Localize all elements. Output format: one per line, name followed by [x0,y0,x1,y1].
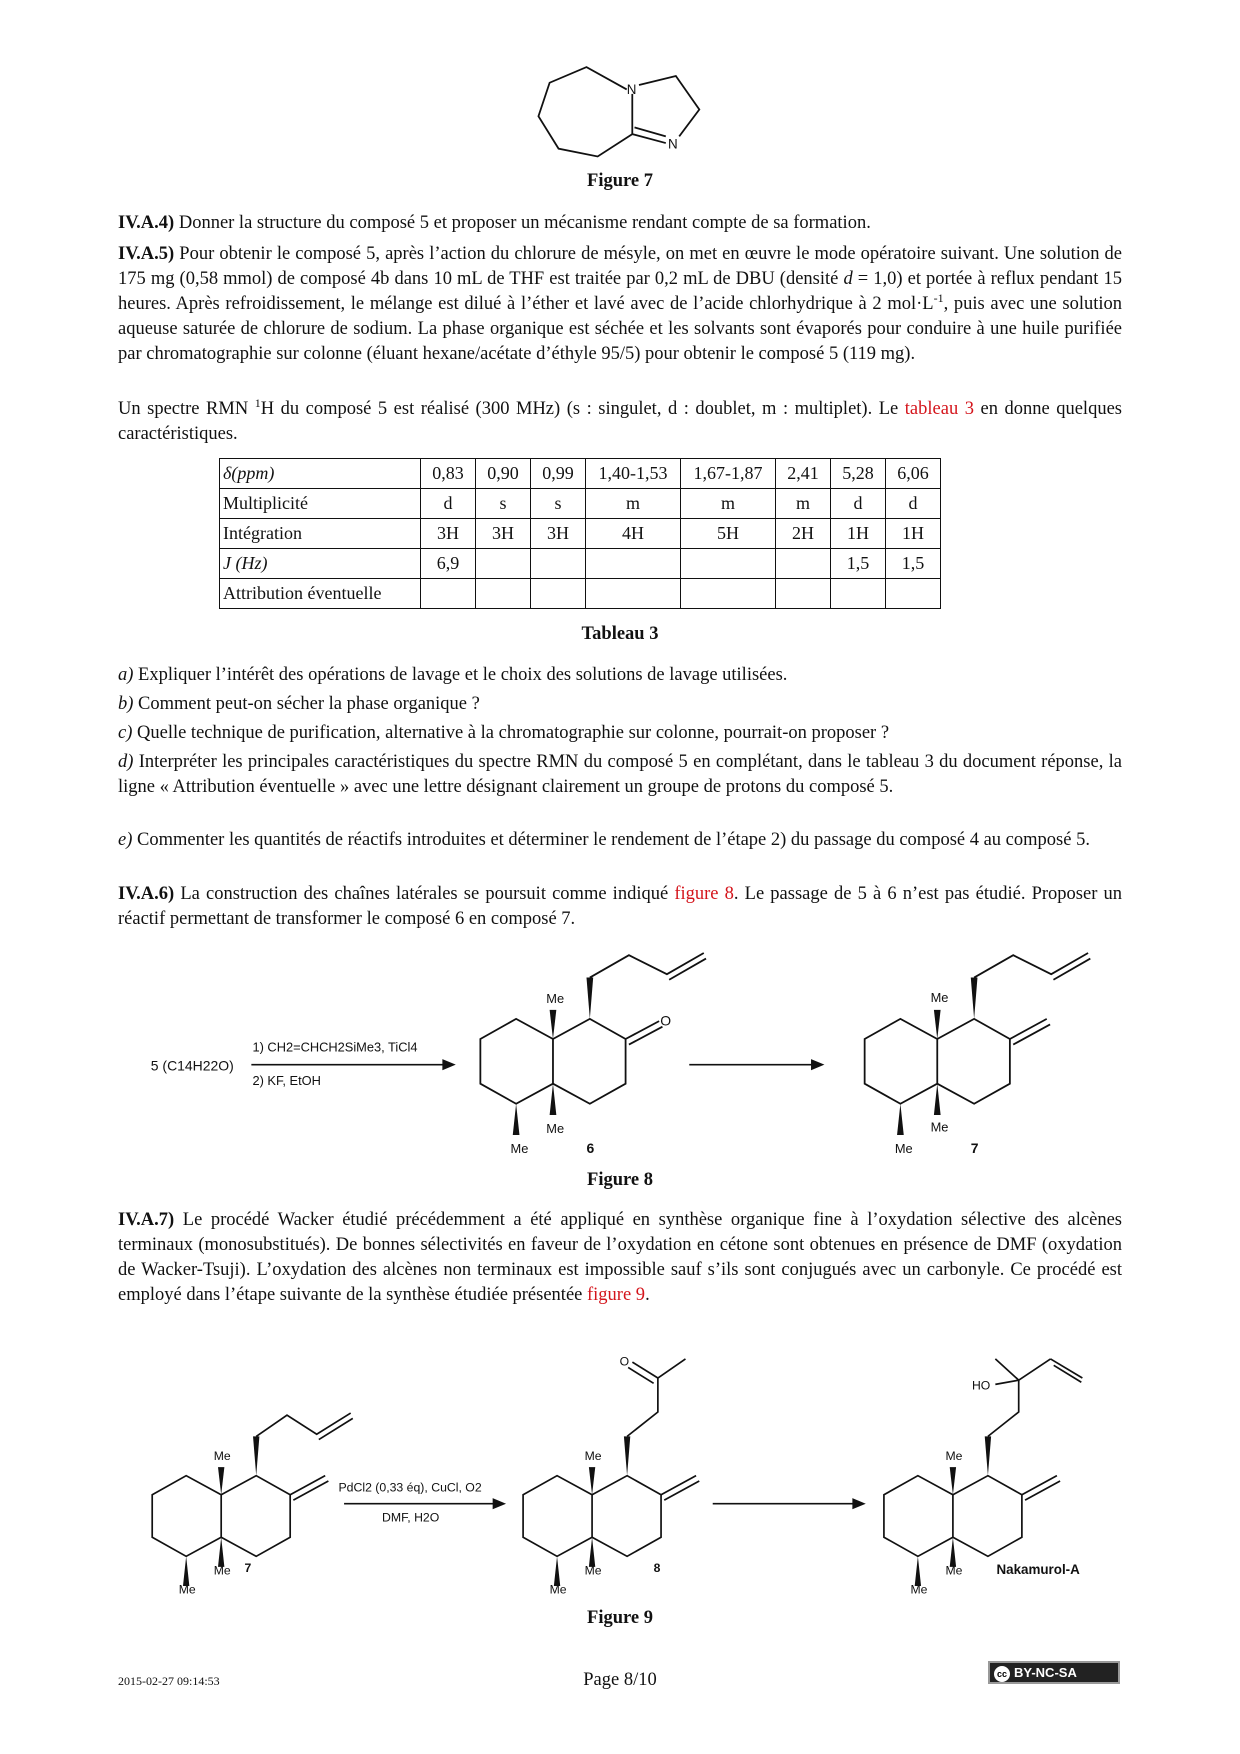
table-cell: 0,99 [531,459,586,489]
question-iv-a-6 [118,882,1122,932]
figure-8-scheme [151,953,1090,1156]
table-cell [886,579,941,609]
arrow-head [493,1498,506,1509]
subquestion-b [118,692,1122,717]
compound-nakamurol-a [884,1359,1082,1597]
table-cell: d [886,489,941,519]
methyl-label: Me [910,1582,928,1597]
question-iv-a-4 [118,211,1122,236]
table-cell [476,549,531,579]
question-text: Pour obtenir le composé 5, après l’action du chlorure de mésyle, on met en œuvre le mode opératoire suivant. Une solution de 175 mg (0,58 mmol) de composé 4b dans 10 mL de THF est traitée par 0,2 mL de DBU (densité [118,244,1122,289]
hydroxyl-label: HO [972,1378,991,1393]
table-cell: 2,41 [776,459,831,489]
subquestion-text: Quelle technique de purification, alternative à la chromatographie sur colonne, pourrait-on proposer ? [132,723,890,743]
table-cell: 3H [476,519,531,549]
subquestion-label: a) [118,665,134,685]
subquestion-a [118,663,1122,688]
table-cell: s [531,489,586,519]
methyl-label: Me [945,1563,963,1578]
arrow-head [811,1059,824,1070]
superscript: 1 [254,395,261,410]
figure-8-caption: Figure 8 [587,1170,653,1190]
table-row [220,519,941,549]
table-cell [586,579,681,609]
methyl-label: Me [213,1563,231,1578]
nmr-intro [118,397,1122,447]
table-cell: 2H [776,519,831,549]
methyl-label: Me [584,1563,602,1578]
table-cell [476,579,531,609]
question-text: = 1,0) et portée à reflux pendant 15 heures. Après refroidissement, le mélange est dilué à l’éther et lavé avec de l’acide chlorhydrique à 2 mol·L [118,269,1122,314]
table-cell: 1,40-1,53 [586,459,681,489]
table-cell [421,579,476,609]
question-text: . [645,1285,650,1305]
compound-label-8: 8 [653,1561,661,1576]
row-header: Intégration [220,519,421,549]
table-cell: 1,5 [831,549,886,579]
methyl-label: Me [510,1140,529,1156]
link-tableau-3[interactable]: tableau 3 [904,399,974,419]
page-number: Page 8/10 [583,1670,657,1690]
table-row [220,489,941,519]
table-row [220,549,941,579]
question-iv-a-5 [118,242,1122,367]
reagent-step-1: 1) CH2=CHCH2SiMe3, TiCl4 [252,1039,418,1055]
methyl-label: Me [546,991,565,1007]
reagent-step-2: 2) KF, EtOH [252,1072,321,1088]
table-cell: 4H [586,519,681,549]
row-header: Multiplicité [220,489,421,519]
subquestion-label: e) [118,830,133,850]
compound-label-nakamurol: Nakamurol-A [996,1562,1080,1578]
subquestion-text: Interpréter les principales caractéristiques du spectre RMN du composé 5 en complétant, dans le tableau 3 du document réponse, la ligne « Attribution éventuelle » avec une lettre désignant clairement un groupe de protons du composé 5. [118,752,1122,797]
nmr-table [219,458,941,609]
table-cell: 6,06 [886,459,941,489]
table-3-caption: Tableau 3 [581,624,659,644]
density-symbol: d [843,269,853,289]
question-text: Le procédé Wacker étudié précédemment a été appliqué en synthèse organique fine à l’oxydation sélective des alcènes terminaux (monosubstitués). De bonnes sélectivités en faveur de l’oxydation en cétone sont obtenues en présence de DMF (oxydation de Wacker-Tsuji). L’oxydation des alcènes non terminaux est impossible sauf s’ils sont conjugués avec un carbonyle. Ce procédé est employé dans l’étape suivante de la synthèse étudiée présentée [118,1210,1122,1305]
subquestion-d [118,750,1122,800]
figure-9-caption: Figure 9 [587,1608,653,1628]
compound-6 [480,953,706,1156]
reactant-5: 5 (C14H22O) [150,1057,234,1074]
table-cell: 0,83 [421,459,476,489]
question-label: IV.A.7) [118,1210,175,1230]
table-cell: 5H [681,519,776,549]
atom-n: N [668,136,678,152]
table-cell: d [421,489,476,519]
atom-o: O [660,1012,672,1029]
methyl-label: Me [894,1140,913,1156]
table-cell: 1,5 [886,549,941,579]
compound-label-7: 7 [244,1561,252,1576]
license-badge[interactable] [988,1661,1120,1684]
table-cell [776,549,831,579]
table-cell: d [831,489,886,519]
compound-8 [523,1354,699,1596]
superscript: -1 [933,290,944,305]
reagent-line-2: DMF, H2O [382,1510,440,1525]
question-text: , puis avec une solution aqueuse saturée de chlorure de sodium. La phase organique est séchée et les solvants sont évaporés pour conduire à une huile purifiée par chromatographie sur colonne (éluant hexane/acétate d’éthyle 95/5) pour obtenir le composé 5 (119 mg). [118,294,1122,364]
table-cell [681,549,776,579]
subquestion-label: b) [118,694,134,714]
subquestion-label: d) [118,752,134,772]
subquestion-label: c) [118,723,133,743]
cc-icon: cc [994,1666,1010,1682]
table-cell [586,549,681,579]
timestamp: 2015-02-27 09:14:53 [118,1674,220,1688]
figure-7-dbu-structure [538,67,699,156]
table-cell: 0,90 [476,459,531,489]
table-cell: s [476,489,531,519]
methyl-label: Me [546,1120,565,1136]
methyl-label: Me [930,1119,949,1135]
atom-o: O [619,1354,630,1369]
subquestion-c [118,721,1122,746]
arrow-head [442,1059,455,1070]
table-cell: 6,9 [421,549,476,579]
table-cell [681,579,776,609]
table-row [220,579,941,609]
table-cell: 3H [421,519,476,549]
compound-label-6: 6 [586,1139,595,1156]
text: Un spectre RMN [118,399,255,419]
question-iv-a-7 [118,1208,1122,1308]
subquestion-text: Comment peut-on sécher la phase organique ? [133,694,480,714]
row-header: δ(ppm) [220,459,421,489]
figure-9-scheme [152,1354,1082,1596]
license-text: BY-NC-SA [1014,1665,1077,1680]
link-figure-8[interactable]: figure 8 [674,884,734,904]
table-row [220,459,941,489]
compound-label-7: 7 [970,1139,979,1156]
methyl-label: Me [930,990,949,1006]
compound-7 [865,953,1091,1156]
subquestion-text: Expliquer l’intérêt des opérations de lavage et le choix des solutions de lavage utilisées. [133,665,788,685]
question-label: IV.A.6) [118,884,175,904]
question-text: Donner la structure du composé 5 et proposer un mécanisme rendant compte de sa formation. [174,213,871,233]
atom-n: N [626,81,637,97]
question-text: . Le passage de 5 à 6 n’est pas étudié. Proposer un réactif permettant de transformer le composé 6 en composé 7. [118,884,1122,929]
question-label: IV.A.5) [118,244,175,264]
link-figure-9[interactable]: figure 9 [587,1285,646,1305]
table-cell: 3H [531,519,586,549]
methyl-label: Me [178,1582,196,1597]
question-text: La construction des chaînes latérales se poursuit comme indiqué [174,884,675,904]
table-cell: m [681,489,776,519]
methyl-label: Me [584,1448,602,1463]
methyl-label: Me [549,1582,567,1597]
table-cell [776,579,831,609]
table-cell: 1H [886,519,941,549]
text: H du composé 5 est réalisé (300 MHz) (s : singulet, d : doublet, m : multiplet). Le [260,399,905,419]
table-cell [531,549,586,579]
table-cell [531,579,586,609]
methyl-label: Me [213,1448,231,1463]
table-cell: 1H [831,519,886,549]
arrow-head [852,1498,865,1509]
figure-7-caption: Figure 7 [587,171,653,191]
table-cell [831,579,886,609]
compound-7 [152,1413,353,1596]
table-cell: m [586,489,681,519]
row-header: Attribution éventuelle [220,579,421,609]
methyl-label: Me [945,1448,963,1463]
table-cell: 5,28 [831,459,886,489]
row-header: J (Hz) [220,549,421,579]
subquestion-text: Commenter les quantités de réactifs introduites et déterminer le rendement de l’étape 2) du passage du composé 4 au composé 5. [132,830,1090,850]
text: en donne quelques caractéristiques. [118,399,1122,444]
table-cell: m [776,489,831,519]
question-label: IV.A.4) [118,213,175,233]
subquestion-e [118,828,1122,853]
table-cell: 1,67-1,87 [681,459,776,489]
reagent-line-1: PdCl2 (0,33 éq), CuCl, O2 [338,1480,482,1495]
